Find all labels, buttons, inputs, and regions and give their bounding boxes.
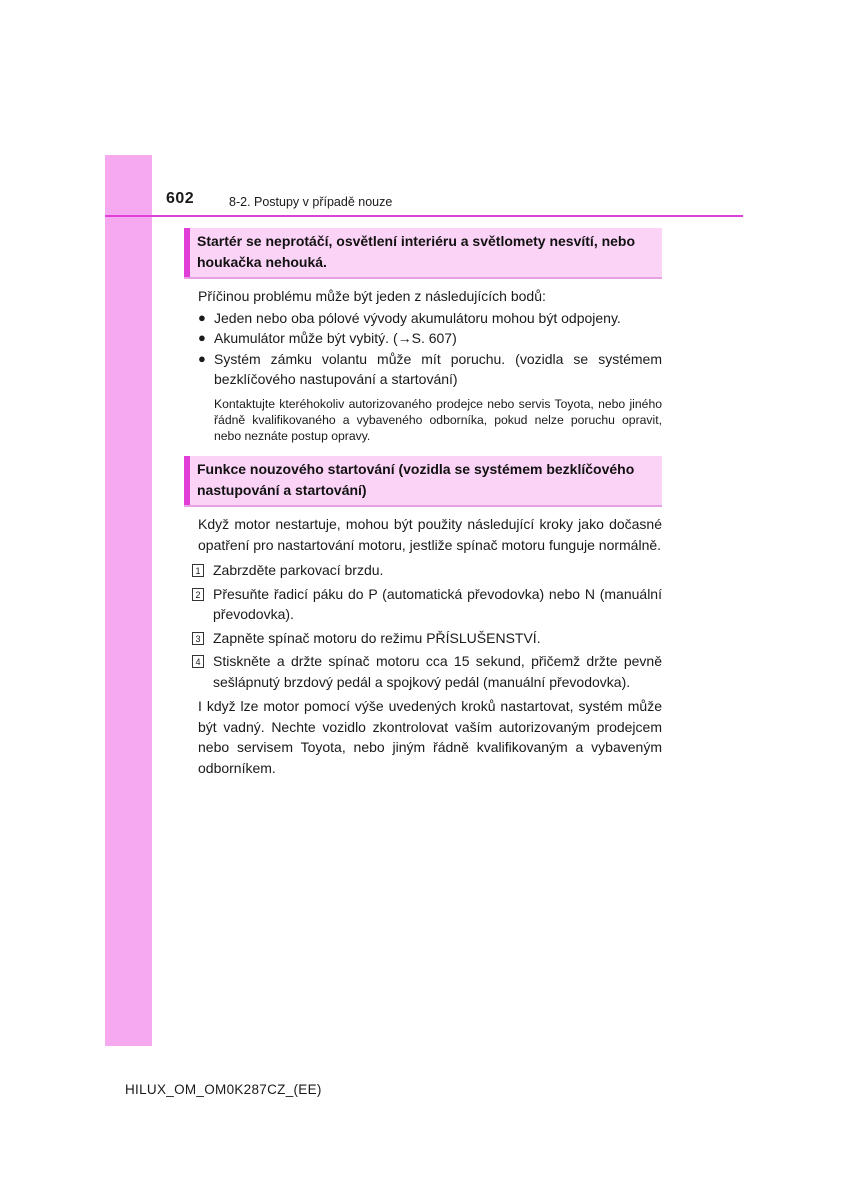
bullet-icon: ● — [198, 330, 206, 345]
bullet-text: Akumulátor může být vybitý. (→S. 607) — [214, 330, 457, 346]
section1-note: Kontaktujte kteréhokoliv autorizovaného prodejce nebo servis Toyota, nebo jiného řádně kvalifikovaného a vybaveného odborníka, pokud nelze poruchu opravit, nebo neznáte postup opravy. — [214, 396, 662, 444]
step-4 — [184, 651, 662, 692]
step-text: Stiskněte a držte spínač motoru cca 15 sekund, přičemž držte pevně sešlápnutý brzdový pedál a spojkový pedál (manuální převodovka). — [213, 653, 662, 690]
section1-bullet-3 — [184, 349, 662, 390]
bullet-icon: ● — [198, 309, 206, 325]
step-text: Přesuňte řadicí páku do P (automatická převodovka) nebo N (manuální převodovka). — [213, 585, 662, 623]
step-3 — [184, 628, 662, 649]
section-title: 8-2. Postupy v případě nouze — [229, 195, 393, 209]
bullet-icon: ● — [198, 350, 206, 366]
step-2 — [184, 584, 662, 625]
section2-heading: Funkce nouzového startování (vozidla se systémem bezklíčového nastupování a startování) — [184, 456, 662, 505]
step-number: 3 — [192, 632, 204, 645]
section1-intro: Příčinou problému může být jeden z následujících bodů: — [198, 288, 546, 304]
step-number: 2 — [192, 588, 204, 601]
step-1 — [184, 560, 662, 581]
step-text: Zapněte spínač motoru do režimu PŘÍSLUŠENSTVÍ. — [213, 629, 541, 646]
section1-bullet-2 — [184, 328, 662, 349]
step-number: 1 — [192, 564, 204, 577]
footer-document-code: HILUX_OM_OM0K287CZ_(EE) — [125, 1082, 322, 1097]
page-content — [184, 228, 662, 778]
section1-heading: Startér se neprotáčí, osvětlení interiéru a světlomety nesvítí, nebo houkačka nehouká. — [184, 228, 662, 277]
chapter-side-tab — [105, 155, 152, 1046]
section2-closing: I když lze motor pomocí výše uvedených kroků nastartovat, systém může být vadný. Nechte vozidlo zkontrolovat vaším autorizovaným prodejcem nebo servisem Toyota, nebo jiným řádně kvalifikovaným a vybaveným odborníkem. — [198, 698, 662, 776]
section2-intro: Když motor nestartuje, mohou být použity následující kroky jako dočasné opatření pro nastartování motoru, jestliže spínač motoru funguje normálně. — [198, 516, 662, 553]
header-rule — [105, 215, 743, 217]
section1-bullet-1 — [184, 308, 662, 329]
page-number: 602 — [166, 190, 195, 207]
step-text: Zabrzděte parkovací brzdu. — [213, 562, 384, 579]
bullet-text: Jeden nebo oba pólové vývody akumulátoru mohou být odpojeny. — [214, 309, 621, 326]
bullet-text: Systém zámku volantu může mít poruchu. (vozidla se systémem bezklíčového nastupování a startování) — [214, 350, 662, 387]
step-number: 4 — [192, 655, 204, 668]
